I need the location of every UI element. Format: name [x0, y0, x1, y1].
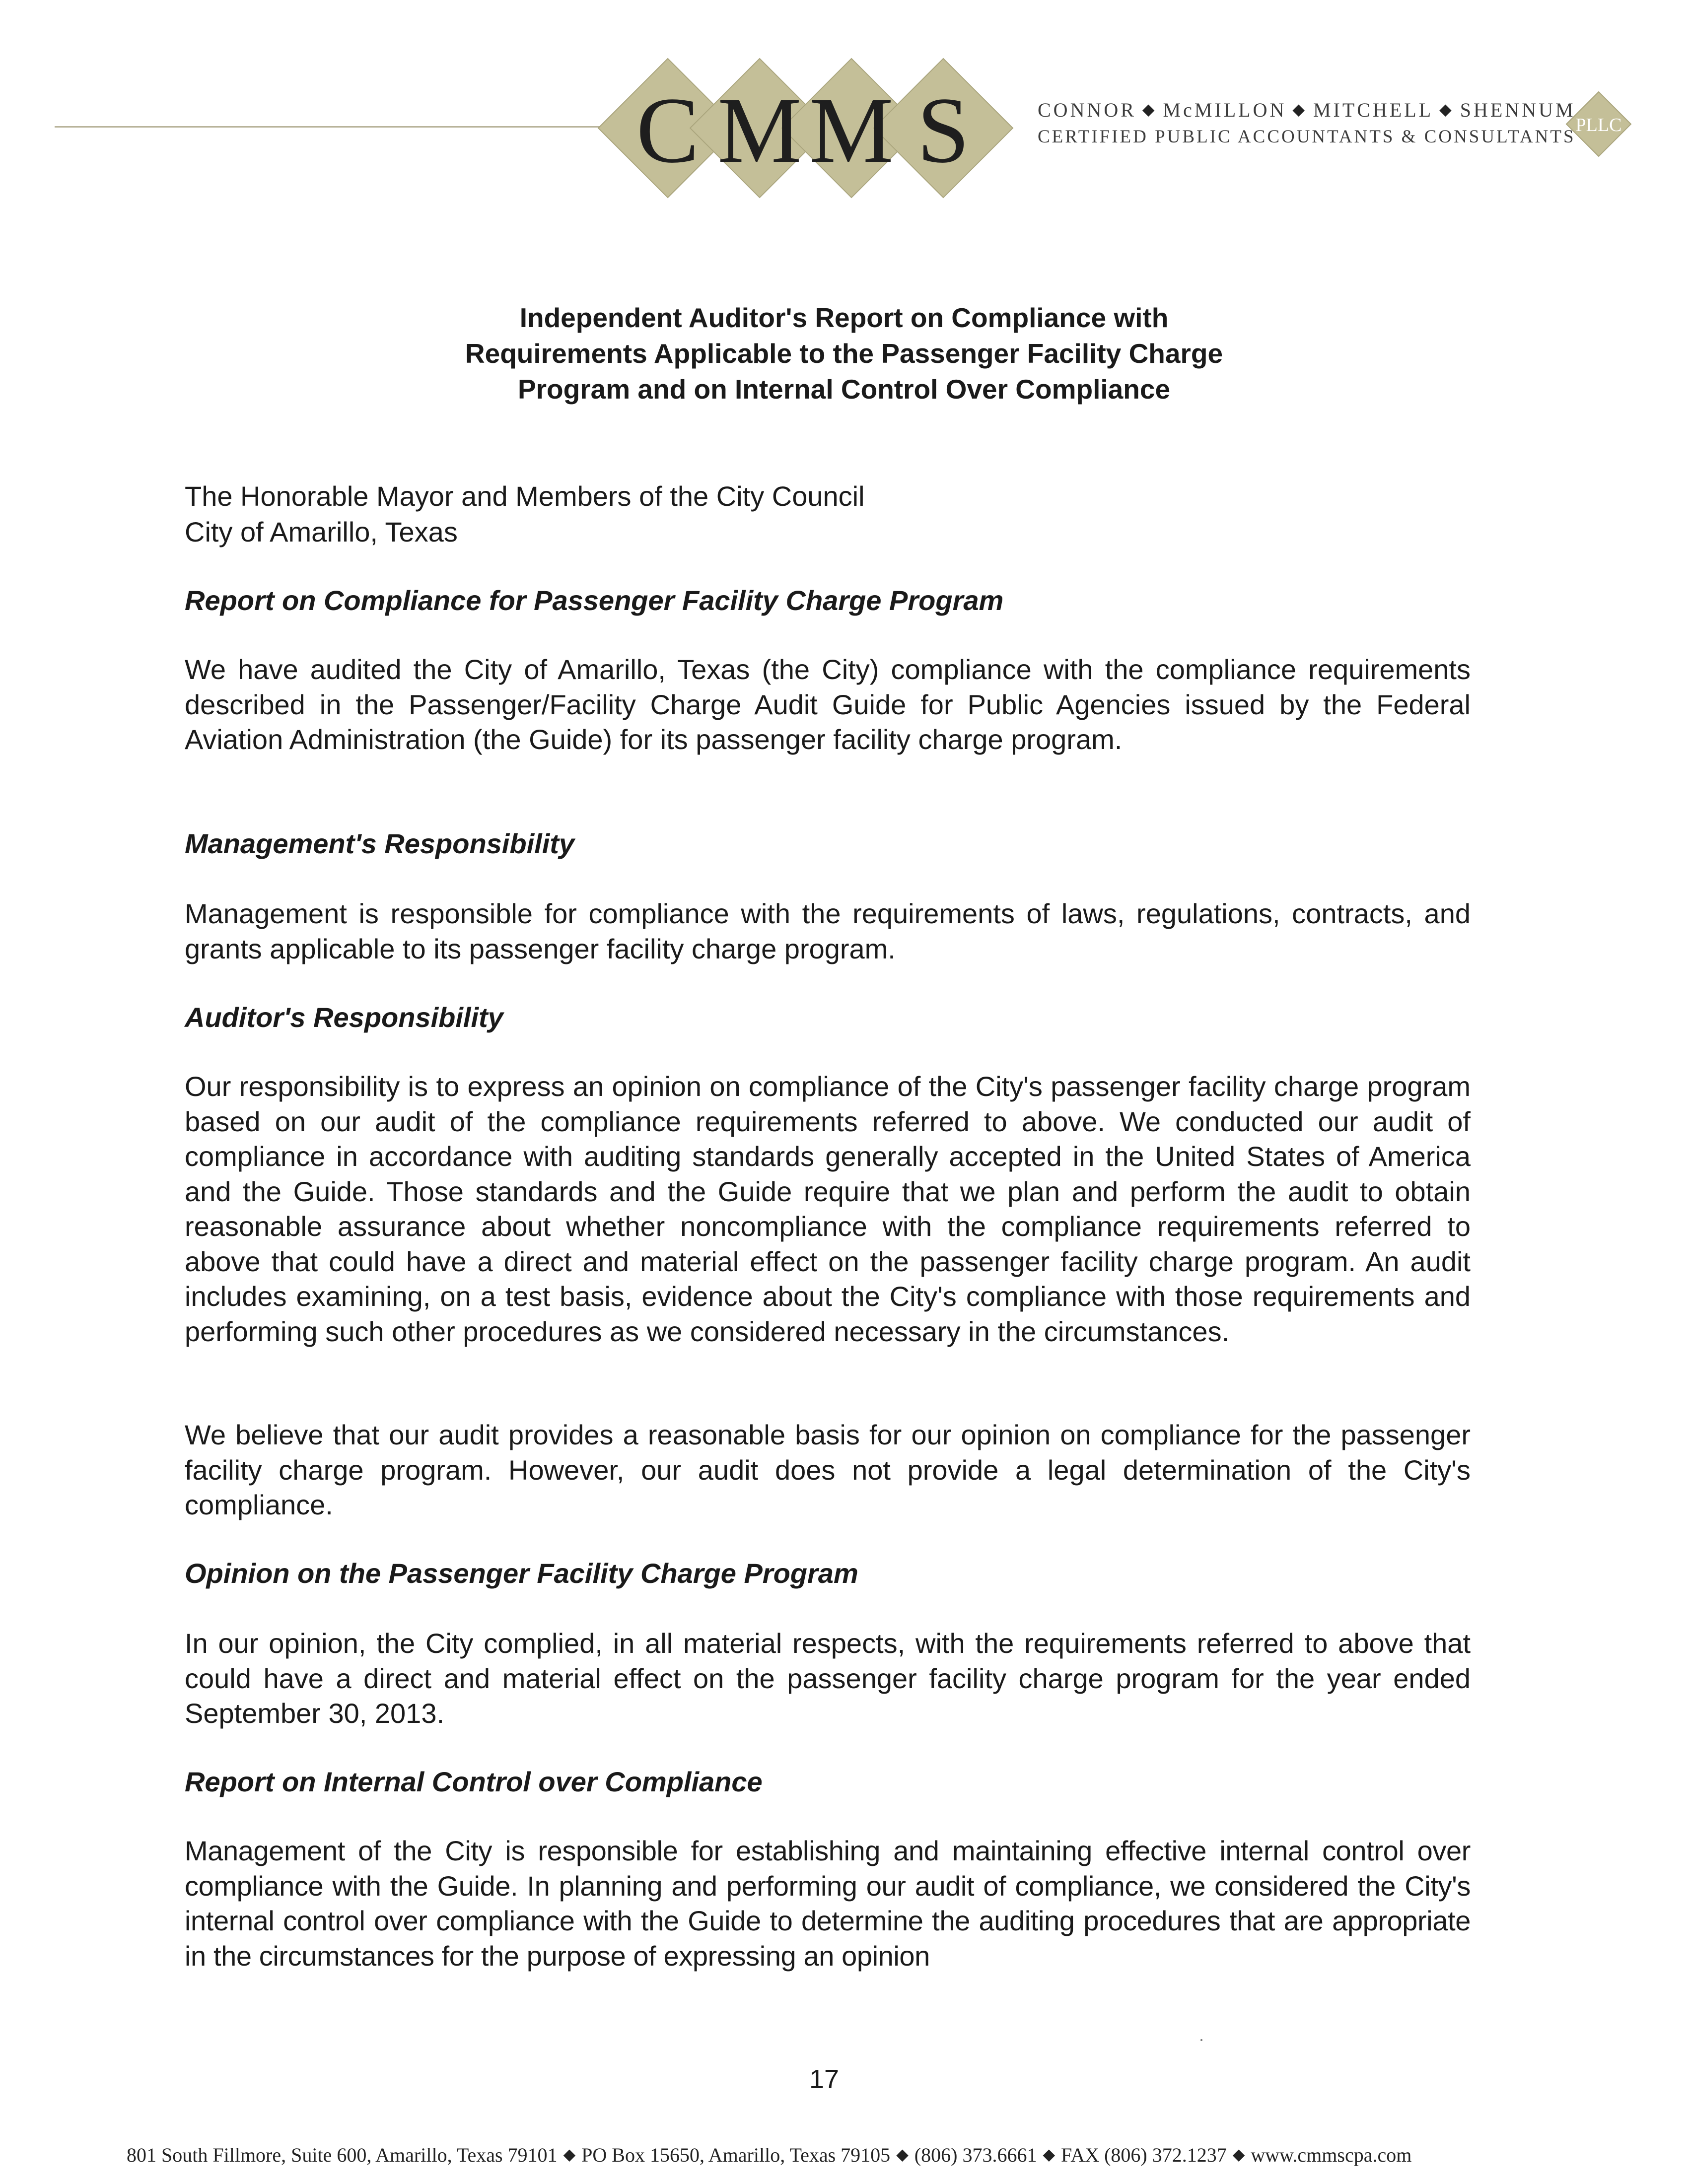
heading-management-responsibility: Management's Responsibility — [185, 828, 575, 859]
paragraph-management-responsibility: Management is responsible for compliance with the requirements of laws, regulations, contracts, and grants applicable to its passenger facility charge program. — [185, 898, 1471, 964]
pllc-badge — [1564, 89, 1633, 159]
cmms-logo — [593, 49, 1020, 207]
paragraph-auditor-responsibility-2: We believe that our audit provides a reasonable basis for our opinion on compliance for the passenger facility charge program. However, our audit does not provide a legal determination of the City's compliance. — [185, 1419, 1471, 1520]
logo-letter-s: S — [917, 78, 970, 183]
report-title — [298, 300, 1390, 407]
footer-fax: FAX (806) 372.1237 — [1061, 2144, 1227, 2166]
addressee-block — [185, 478, 865, 550]
diamond-icon: ◆ — [1142, 100, 1157, 118]
diamond-icon: ◆ — [1292, 100, 1307, 118]
diamond-icon: ◆ — [896, 2145, 909, 2163]
firm-name-connor: CONNOR — [1038, 99, 1136, 121]
paragraph-internal-control: Management of the City is responsible for establishing and maintaining effective internal control over compliance with the Guide. In planning and performing our audit of compliance, we considered the City's internal control over compliance with the Guide to determine the auditing procedures that are appropriate in the circumstances for the purpose of expressing an opinion — [185, 1835, 1471, 1972]
scan-speck — [1200, 2039, 1202, 2041]
report-title-line1: Independent Auditor's Report on Compliance with — [519, 302, 1169, 333]
diamond-icon: ◆ — [1043, 2145, 1055, 2163]
diamond-icon: ◆ — [1439, 100, 1454, 118]
paragraph-auditor-responsibility-1: Our responsibility is to express an opinion on compliance of the City's passenger facility charge program based on our audit of the compliance requirements referred to above. We conducted our audit of compliance in accordance with auditing standards generally accepted in the United States of America and the Guide. Those standards and the Guide require that we plan and perform the audit to obtain reasonable assurance about whether noncompliance with the compliance requirements referred to above that could have a direct and material effect on the passenger facility charge program. An audit includes examining, on a test basis, evidence about the City's compliance with those requirements and performing such other procedures as we considered necessary in the circumstances. — [185, 1071, 1471, 1347]
firm-name-mcmillon: McMILLON — [1163, 99, 1287, 121]
firm-partner-names — [1038, 98, 1576, 122]
firm-name-shennum: SHENNUM — [1460, 99, 1576, 121]
heading-internal-control: Report on Internal Control over Compliance — [185, 1766, 763, 1797]
addressee-line1: The Honorable Mayor and Members of the City Council — [185, 480, 865, 512]
diamond-icon: ◆ — [563, 2145, 576, 2163]
footer-po-box: PO Box 15650, Amarillo, Texas 79105 — [581, 2144, 891, 2166]
firm-subtitle: CERTIFIED PUBLIC ACCOUNTANTS & CONSULTANTS — [1038, 127, 1576, 147]
logo-letter-m1: M — [717, 78, 802, 183]
footer-address: 801 South Fillmore, Suite 600, Amarillo, Texas 79101 — [127, 2144, 558, 2166]
logo-letter-m2: M — [809, 78, 894, 183]
footer-website[interactable]: www.cmmscpa.com — [1251, 2144, 1412, 2166]
heading-auditor-responsibility: Auditor's Responsibility — [185, 1002, 503, 1033]
page-number: 17 — [809, 2064, 840, 2094]
logo-letter-c: C — [636, 78, 700, 183]
paragraph-report-on-compliance: We have audited the City of Amarillo, Texas (the City) compliance with the compliance requirements described in the Passenger/Facility Charge Audit Guide for Public Agencies issued by the Federal Aviation Administration (the Guide) for its passenger facility charge program. — [185, 654, 1471, 755]
heading-opinion: Opinion on the Passenger Facility Charge Program — [185, 1558, 858, 1589]
footer-phone: (806) 373.6661 — [914, 2144, 1037, 2166]
letterhead-rule — [55, 126, 660, 128]
pllc-text: PLLC — [1575, 115, 1622, 136]
paragraph-opinion: In our opinion, the City complied, in all material respects, with the requirements referred to above that could have a direct and material effect on the passenger facility charge program for the year ended September 30, 2013. — [185, 1628, 1471, 1729]
heading-report-on-compliance: Report on Compliance for Passenger Facility Charge Program — [185, 585, 1004, 616]
firm-name-mitchell: MITCHELL — [1313, 99, 1434, 121]
report-title-line3: Program and on Internal Control Over Compliance — [517, 374, 1171, 405]
report-title-line2: Requirements Applicable to the Passenger Facility Charge — [465, 338, 1223, 369]
addressee-line2: City of Amarillo, Texas — [185, 516, 458, 547]
footer-contact — [127, 2143, 1566, 2167]
diamond-icon: ◆ — [1232, 2145, 1245, 2163]
